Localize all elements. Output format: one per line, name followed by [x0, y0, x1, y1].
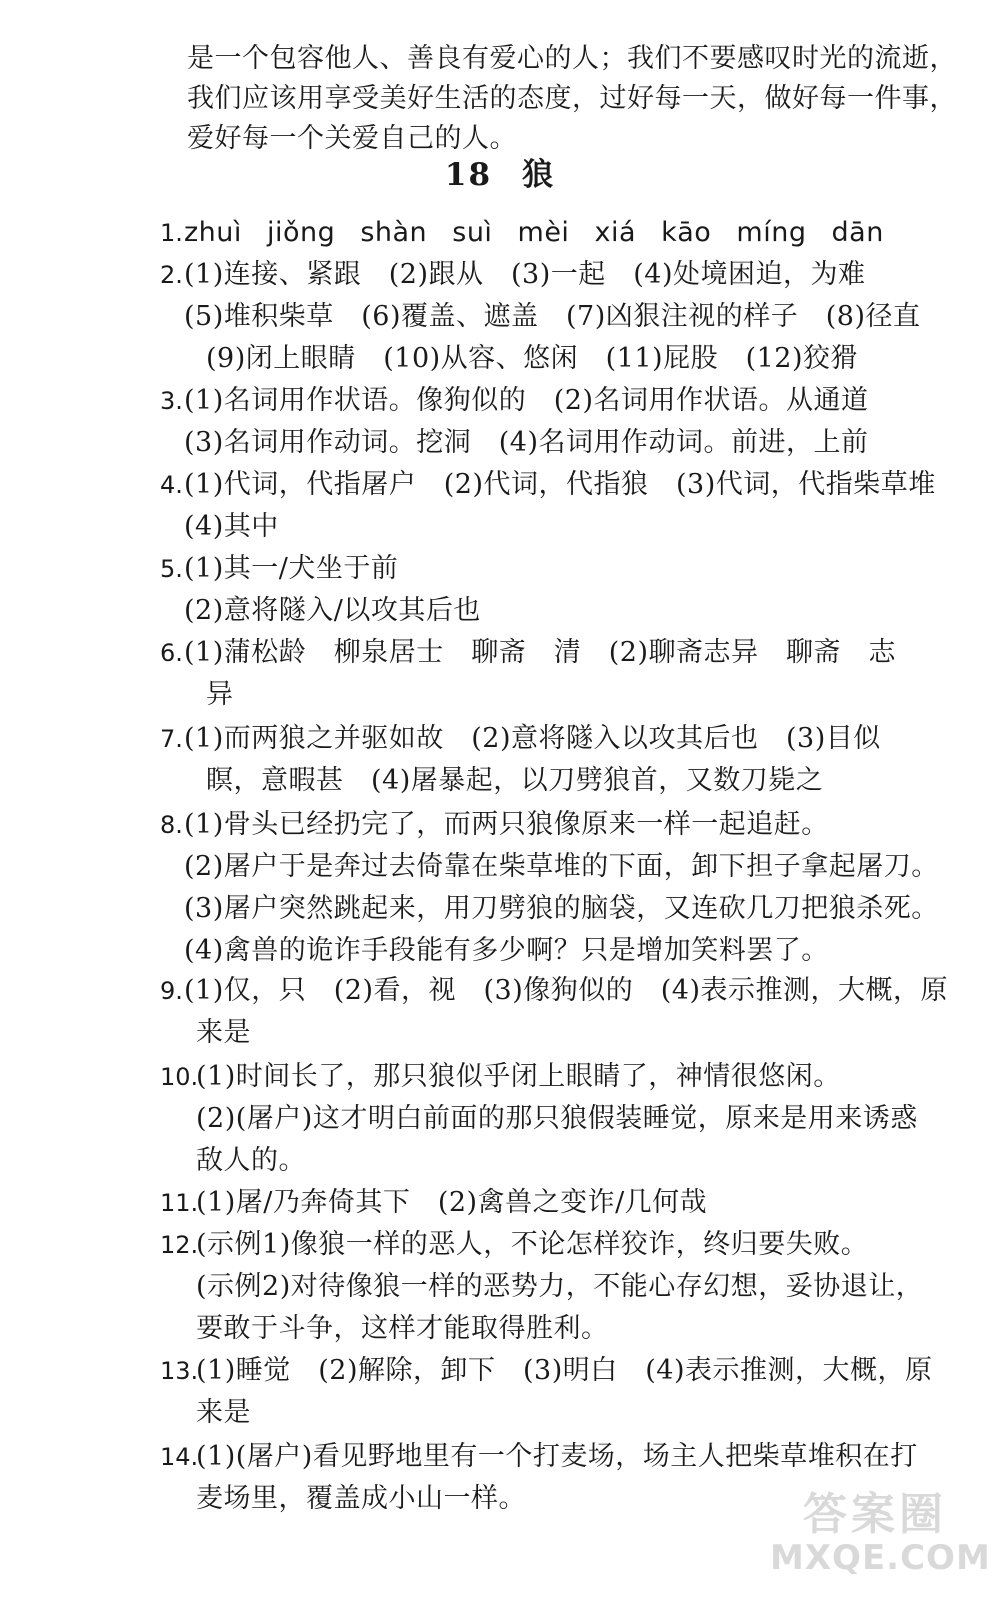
item-line: (1)(屠户)看见野地里有一个打麦场，场主人把柴草堆积在打 [196, 1441, 918, 1472]
item-number: 5. [160, 555, 183, 583]
item-line: (1)仅，只 (2)看，视 (3)像狗似的 (4)表示推测，大概，原 [184, 975, 948, 1006]
item-number: 13. [160, 1357, 199, 1385]
item-number: 11. [160, 1189, 199, 1217]
item-line: 麦场里，覆盖成小山一样。 [196, 1483, 526, 1514]
item-line: 异 [206, 679, 234, 710]
item-line: (1)睡觉 (2)解除，卸下 (3)明白 (4)表示推测，大概，原 [196, 1355, 933, 1386]
item-line: (1)而两狼之并驱如故 (2)意将隧入以攻其后也 (3)目似 [184, 723, 881, 754]
item-number: 2. [160, 261, 183, 289]
item-line: (1)蒲松龄 柳泉居士 聊斋 清 (2)聊斋志异 聊斋 志 [184, 637, 896, 668]
item-number: 3. [160, 387, 183, 415]
item-line: (3)屠户突然跳起来，用刀劈狼的脑袋，又连砍几刀把狼杀死。 [184, 893, 939, 924]
item-line: 来是 [196, 1017, 251, 1048]
site-watermark [770, 1470, 991, 1590]
item-line: 来是 [196, 1397, 251, 1428]
item-line: (1)其一/犬坐于前 [184, 553, 399, 584]
item-number: 1. [160, 219, 183, 247]
item-line: 要敢于斗争，这样才能取得胜利。 [196, 1313, 609, 1344]
item-line: (3)名词用作动词。挖洞 (4)名词用作动词。前进，上前 [184, 427, 869, 458]
item-line: (2)意将隧入/以攻其后也 [184, 595, 481, 626]
item-number: 12. [160, 1231, 199, 1259]
item-line: (4)禽兽的诡诈手段能有多少啊？只是增加笑料罢了。 [184, 935, 829, 966]
lesson-title [0, 153, 1000, 197]
item-number: 4. [160, 471, 183, 499]
lesson-name: 狼 [522, 157, 556, 193]
item-number: 8. [160, 811, 183, 839]
watermark-domain: MXQE.COM [770, 1538, 991, 1578]
item-number: 7. [160, 725, 183, 753]
item-number: 14. [160, 1443, 199, 1471]
watermark-logo-text: 答案圈 [803, 1489, 947, 1540]
item-line: (1)名词用作状语。像狗似的 (2)名词用作状语。从通道 [184, 385, 869, 416]
item-number: 6. [160, 639, 183, 667]
item-line: 敌人的。 [196, 1145, 306, 1176]
item-line: (示例1)像狼一样的恶人，不论怎样狡诈，终归要失败。 [196, 1229, 869, 1260]
item-line: (1)连接、紧跟 (2)跟从 (3)一起 (4)处境困迫，为难 [184, 259, 866, 290]
item-number: 10. [160, 1063, 199, 1091]
item-line: (2)屠户于是奔过去倚靠在柴草堆的下面，卸下担子拿起屠刀。 [184, 851, 939, 882]
item-line: (5)堆积柴草 (6)覆盖、遮盖 (7)凶狠注视的样子 (8)径直 [184, 301, 921, 332]
lesson-number: 18 [444, 157, 493, 193]
item-number: 9. [160, 977, 183, 1005]
item-line: (2)(屠户)这才明白前面的那只狼假装睡觉，原来是用来诱惑 [196, 1103, 918, 1134]
intro-line-2: 我们应该用享受美好生活的态度，过好每一天，做好每一件事， [187, 83, 957, 114]
item-line: (1)屠/乃奔倚其下 (2)禽兽之变诈/几何哉 [196, 1187, 708, 1218]
item-line: (1)代词，代指屠户 (2)代词，代指狼 (3)代词，代指柴草堆 [184, 469, 936, 500]
item-line: (1)骨头已经扔完了，而两只狼像原来一样一起追赶。 [184, 809, 829, 840]
item-line: 瞑，意暇甚 (4)屠暴起，以刀劈狼首，又数刀毙之 [206, 765, 824, 796]
intro-line-3: 爱好每一个关爱自己的人。 [187, 123, 517, 154]
intro-line-1: 是一个包容他人、善良有爱心的人；我们不要感叹时光的流逝， [187, 43, 957, 74]
item-line: (示例2)对待像狼一样的恶势力，不能心存幻想，妥协退让， [196, 1271, 924, 1302]
item-line: (1)时间长了，那只狼似乎闭上眼睛了，神情很悠闲。 [196, 1061, 841, 1092]
item-line: (4)其中 [184, 511, 279, 542]
item-line: (9)闭上眼睛 (10)从容、悠闲 (11)屁股 (12)狡猾 [206, 343, 859, 374]
pinyin-line: zhuì jiǒng shàn suì mèi xiá kāo míng dān [184, 217, 884, 248]
